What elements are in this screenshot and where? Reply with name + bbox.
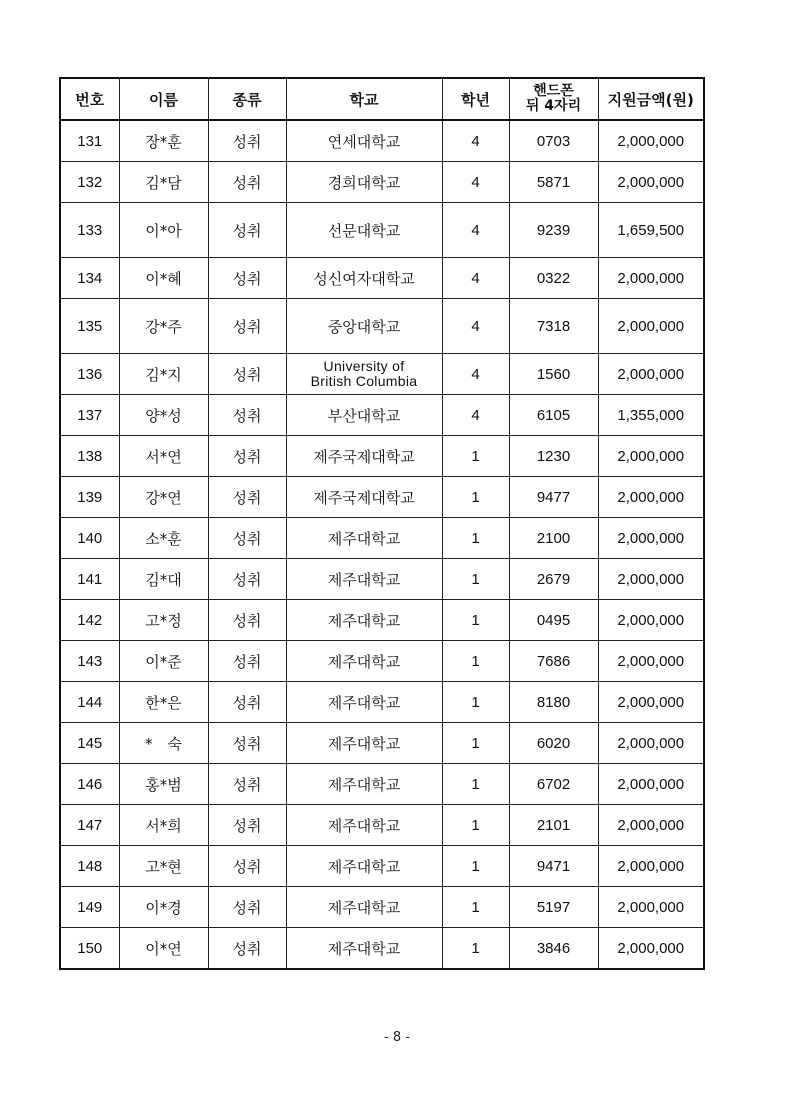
table-row	[60, 682, 704, 723]
row-number: 133	[60, 203, 119, 258]
scholarship-type: 성취	[208, 395, 286, 436]
row-number: 146	[60, 764, 119, 805]
scholarship-type: 성취	[208, 600, 286, 641]
row-number: 144	[60, 682, 119, 723]
support-amount: 2,000,000	[598, 682, 704, 723]
student-name: 김*지	[119, 354, 208, 395]
scholarship-type: 성취	[208, 846, 286, 887]
student-name: 고*정	[119, 600, 208, 641]
grade: 4	[442, 120, 509, 162]
grade: 1	[442, 600, 509, 641]
grade: 4	[442, 395, 509, 436]
phone-last4: 6020	[509, 723, 598, 764]
phone-last4: 9471	[509, 846, 598, 887]
support-amount: 2,000,000	[598, 559, 704, 600]
scholarship-type: 성취	[208, 805, 286, 846]
student-name: 이*경	[119, 887, 208, 928]
table-row	[60, 559, 704, 600]
school-name: 제주국제대학교	[286, 477, 442, 518]
row-number: 132	[60, 162, 119, 203]
phone-last4: 0322	[509, 258, 598, 299]
school-name: 제주국제대학교	[286, 436, 442, 477]
table-row	[60, 162, 704, 203]
header-phone-last4: 핸드폰 뒤 4자리	[509, 78, 598, 120]
grade: 1	[442, 477, 509, 518]
support-amount: 2,000,000	[598, 764, 704, 805]
support-amount: 2,000,000	[598, 436, 704, 477]
row-number: 148	[60, 846, 119, 887]
support-amount: 2,000,000	[598, 299, 704, 354]
grade: 4	[442, 203, 509, 258]
table-row	[60, 641, 704, 682]
student-name: 홍*범	[119, 764, 208, 805]
support-amount: 2,000,000	[598, 805, 704, 846]
school-name: 제주대학교	[286, 518, 442, 559]
grade: 1	[442, 518, 509, 559]
grade: 4	[442, 258, 509, 299]
phone-last4: 3846	[509, 928, 598, 970]
scholarship-type: 성취	[208, 641, 286, 682]
scholarship-type: 성취	[208, 764, 286, 805]
phone-last4: 1560	[509, 354, 598, 395]
school-name: 제주대학교	[286, 641, 442, 682]
student-name: 이*아	[119, 203, 208, 258]
support-amount: 2,000,000	[598, 723, 704, 764]
grade: 4	[442, 299, 509, 354]
scholarship-type: 성취	[208, 120, 286, 162]
support-amount: 2,000,000	[598, 887, 704, 928]
table-row	[60, 887, 704, 928]
student-name: 한*은	[119, 682, 208, 723]
scholarship-type: 성취	[208, 928, 286, 970]
table-row	[60, 436, 704, 477]
support-amount: 2,000,000	[598, 846, 704, 887]
grade: 1	[442, 928, 509, 970]
school-name: 제주대학교	[286, 682, 442, 723]
table-row	[60, 299, 704, 354]
row-number: 141	[60, 559, 119, 600]
school-name: 제주대학교	[286, 600, 442, 641]
support-amount: 2,000,000	[598, 600, 704, 641]
school-name: 제주대학교	[286, 846, 442, 887]
school-name: 제주대학교	[286, 723, 442, 764]
row-number: 135	[60, 299, 119, 354]
school-name: 중앙대학교	[286, 299, 442, 354]
school-name: University of British Columbia	[286, 354, 442, 395]
school-name: 부산대학교	[286, 395, 442, 436]
student-name: 이*준	[119, 641, 208, 682]
scholarship-type: 성취	[208, 477, 286, 518]
row-number: 136	[60, 354, 119, 395]
grade: 1	[442, 805, 509, 846]
row-number: 149	[60, 887, 119, 928]
scholarship-type: 성취	[208, 682, 286, 723]
grade: 4	[442, 162, 509, 203]
table-row	[60, 120, 704, 162]
phone-last4: 9477	[509, 477, 598, 518]
student-name: 양*성	[119, 395, 208, 436]
student-name: 강*주	[119, 299, 208, 354]
student-name: 김*담	[119, 162, 208, 203]
phone-last4: 8180	[509, 682, 598, 723]
grade: 1	[442, 846, 509, 887]
phone-last4: 6105	[509, 395, 598, 436]
support-amount: 2,000,000	[598, 162, 704, 203]
student-name: 강*연	[119, 477, 208, 518]
header-number: 번호	[60, 78, 119, 120]
student-name: 이*혜	[119, 258, 208, 299]
support-amount: 1,659,500	[598, 203, 704, 258]
table-row	[60, 846, 704, 887]
scholarship-type: 성취	[208, 559, 286, 600]
support-amount: 2,000,000	[598, 928, 704, 970]
school-name: 제주대학교	[286, 559, 442, 600]
student-name: 소*훈	[119, 518, 208, 559]
scholarship-type: 성취	[208, 436, 286, 477]
phone-last4: 2679	[509, 559, 598, 600]
row-number: 143	[60, 641, 119, 682]
school-name: 성신여자대학교	[286, 258, 442, 299]
table-header-row	[60, 78, 704, 120]
table-row	[60, 600, 704, 641]
phone-last4: 7686	[509, 641, 598, 682]
student-name: 김*대	[119, 559, 208, 600]
school-name: 제주대학교	[286, 928, 442, 970]
grade: 1	[442, 641, 509, 682]
table-row	[60, 477, 704, 518]
table-row	[60, 723, 704, 764]
student-name: 고*현	[119, 846, 208, 887]
grade: 1	[442, 682, 509, 723]
student-name: 서*희	[119, 805, 208, 846]
grade: 1	[442, 764, 509, 805]
student-name: * 숙	[119, 723, 208, 764]
header-grade: 학년	[442, 78, 509, 120]
header-name: 이름	[119, 78, 208, 120]
phone-last4: 6702	[509, 764, 598, 805]
support-amount: 2,000,000	[598, 518, 704, 559]
grade: 1	[442, 723, 509, 764]
scholarship-type: 성취	[208, 162, 286, 203]
support-amount: 2,000,000	[598, 641, 704, 682]
phone-last4: 5197	[509, 887, 598, 928]
row-number: 150	[60, 928, 119, 970]
grade: 1	[442, 887, 509, 928]
header-type: 종류	[208, 78, 286, 120]
grade: 4	[442, 354, 509, 395]
student-name: 서*연	[119, 436, 208, 477]
school-name: 제주대학교	[286, 887, 442, 928]
school-name: 제주대학교	[286, 805, 442, 846]
row-number: 142	[60, 600, 119, 641]
support-amount: 2,000,000	[598, 258, 704, 299]
row-number: 140	[60, 518, 119, 559]
table-body	[60, 120, 704, 969]
header-amount: 지원금액(원)	[598, 78, 704, 120]
school-name: 선문대학교	[286, 203, 442, 258]
school-name: 제주대학교	[286, 764, 442, 805]
row-number: 131	[60, 120, 119, 162]
table-row	[60, 203, 704, 258]
phone-last4: 9239	[509, 203, 598, 258]
school-name: 연세대학교	[286, 120, 442, 162]
phone-last4: 1230	[509, 436, 598, 477]
support-amount: 2,000,000	[598, 120, 704, 162]
phone-last4: 0495	[509, 600, 598, 641]
phone-last4: 2100	[509, 518, 598, 559]
phone-last4: 0703	[509, 120, 598, 162]
header-school: 학교	[286, 78, 442, 120]
support-amount: 2,000,000	[598, 477, 704, 518]
table-row	[60, 395, 704, 436]
row-number: 134	[60, 258, 119, 299]
row-number: 139	[60, 477, 119, 518]
table-row	[60, 764, 704, 805]
phone-last4: 7318	[509, 299, 598, 354]
row-number: 137	[60, 395, 119, 436]
grade: 1	[442, 559, 509, 600]
student-name: 이*연	[119, 928, 208, 970]
support-amount: 1,355,000	[598, 395, 704, 436]
scholarship-type: 성취	[208, 258, 286, 299]
scholarship-type: 성취	[208, 887, 286, 928]
scholarship-table	[59, 77, 705, 970]
scholarship-type: 성취	[208, 723, 286, 764]
row-number: 145	[60, 723, 119, 764]
scholarship-type: 성취	[208, 518, 286, 559]
school-name: 경희대학교	[286, 162, 442, 203]
table-row	[60, 928, 704, 970]
row-number: 138	[60, 436, 119, 477]
table-row	[60, 258, 704, 299]
grade: 1	[442, 436, 509, 477]
table-row	[60, 518, 704, 559]
student-name: 장*훈	[119, 120, 208, 162]
page-number: - 8 -	[384, 1030, 410, 1045]
scholarship-type: 성취	[208, 203, 286, 258]
scholarship-type: 성취	[208, 354, 286, 395]
table-row	[60, 354, 704, 395]
phone-last4: 2101	[509, 805, 598, 846]
scholarship-type: 성취	[208, 299, 286, 354]
table-row	[60, 805, 704, 846]
support-amount: 2,000,000	[598, 354, 704, 395]
row-number: 147	[60, 805, 119, 846]
phone-last4: 5871	[509, 162, 598, 203]
